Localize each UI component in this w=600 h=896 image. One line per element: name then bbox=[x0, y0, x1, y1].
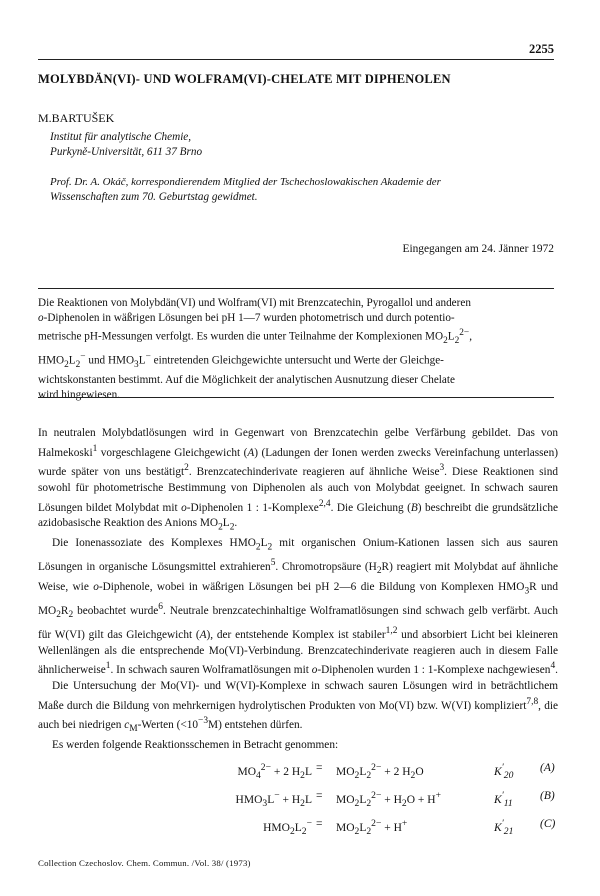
subscript: 2 bbox=[56, 610, 61, 621]
eq-text: L bbox=[304, 765, 312, 778]
abstract-text: L bbox=[138, 354, 146, 367]
reference: 1 bbox=[105, 661, 111, 672]
text: . Die Gleichung ( bbox=[330, 501, 411, 514]
equation-b bbox=[150, 790, 555, 810]
equation-left bbox=[237, 762, 312, 781]
eq-text: L bbox=[304, 793, 312, 806]
abstract-top-rule bbox=[38, 288, 554, 289]
superscript: 2− bbox=[260, 762, 271, 773]
superscript: 2− bbox=[371, 790, 382, 801]
subscript: 2 bbox=[376, 566, 382, 577]
equation-right bbox=[336, 790, 441, 809]
abstract-text: metrische pH-Messungen verfolgt. Es wurden die unter Teilnahme der Komplexionen MO bbox=[38, 331, 444, 344]
reference: 2,4 bbox=[318, 498, 331, 509]
subscript: 2 bbox=[229, 522, 235, 533]
superscript: − bbox=[145, 351, 151, 362]
article-title: MOLYBDÄN(VI)- UND WOLFRAM(VI)-CHELATE MIT DIPHENOLEN bbox=[38, 72, 451, 86]
eq-text: MO bbox=[336, 793, 355, 806]
subscript: 21 bbox=[503, 826, 514, 838]
affiliation bbox=[50, 130, 202, 160]
received-date: Eingegangen am 24. Jänner 1972 bbox=[402, 243, 554, 255]
paragraph bbox=[38, 426, 558, 536]
text: . Neutrale brenzcatechinhaltige Wolframatlösungen sind schwach gelb verfärbt. Auch für W(VI) gilt das Gleichgewicht ( bbox=[38, 605, 558, 641]
equals-sign: = bbox=[316, 818, 323, 830]
eq-text: MO bbox=[237, 765, 256, 778]
subscript: 2 bbox=[64, 359, 69, 370]
eq-text: HMO bbox=[235, 793, 263, 806]
subscript: 2 bbox=[354, 770, 360, 782]
superscript: ′ bbox=[501, 790, 504, 801]
abstract-line: wird hingewiesen. bbox=[38, 388, 121, 401]
subscript: 3 bbox=[262, 798, 268, 810]
text: M) entstehen dürfen. bbox=[208, 719, 303, 732]
equals-sign: = bbox=[316, 762, 323, 774]
subscript: 3 bbox=[134, 359, 139, 370]
superscript: ′ bbox=[501, 818, 504, 829]
reference: 1,2 bbox=[385, 626, 398, 637]
abstract-text: -Diphenolen in wäßrigen Lösungen bei pH 1—7 wurden photometrisch und durch potentio- bbox=[43, 312, 455, 325]
subscript: 2 bbox=[289, 826, 295, 838]
abstract-line: wichtskonstanten bestimmt. Auf die Möglichkeit der analytischen Ausnutzung dieser Chelate bbox=[38, 373, 455, 386]
paragraph bbox=[38, 536, 558, 679]
text: Die Untersuchung der Mo(VI)- und W(VI)-Komplexe in schwach sauren Lösungen wird in beträchtlichem Maße durch die Bildung von mehrkernigen hydrolytischen Produkten von Mo(VI) bzw. W(VI) kompliziert bbox=[38, 679, 558, 712]
text: . bbox=[555, 664, 558, 677]
text: . bbox=[234, 517, 238, 530]
text: -Werten (<10 bbox=[137, 719, 199, 732]
abstract-line bbox=[38, 350, 556, 373]
reference: 6 bbox=[158, 602, 163, 613]
text: . In schwach sauren Wolframatlösungen mit bbox=[110, 664, 312, 677]
subscript: 2 bbox=[300, 770, 305, 782]
equation-label: (B) bbox=[540, 790, 555, 802]
text: o bbox=[311, 664, 318, 677]
subscript: 4 bbox=[256, 770, 261, 782]
text: ) beschreibt die grundsätzliche azidobasische Reaktion des Anions MO bbox=[38, 501, 558, 530]
superscript: + bbox=[401, 818, 408, 829]
equation-label: (A) bbox=[540, 762, 555, 774]
affiliation-line: Purkyně-Universität, 611 37 Brno bbox=[50, 146, 203, 158]
subscript: 20 bbox=[503, 770, 514, 782]
text: ), der entstehende Komplex ist stabiler bbox=[206, 628, 386, 641]
eq-text: L bbox=[359, 821, 367, 834]
eq-text: K bbox=[494, 793, 502, 806]
reference: 7,8 bbox=[526, 696, 539, 707]
reference: 2 bbox=[184, 463, 189, 474]
superscript: + bbox=[435, 790, 441, 801]
eq-text: L bbox=[359, 765, 367, 778]
text: R) reagiert mit Molybdat auf ähnliche Weise, wie bbox=[38, 561, 558, 594]
subscript: 2 bbox=[255, 542, 261, 553]
superscript: − bbox=[306, 818, 312, 829]
text: o bbox=[181, 501, 187, 514]
subscript: 2 bbox=[218, 522, 223, 533]
text: -Diphenole, wobei in wäßrigen Lösungen bei pH 2—6 die Bildung von Komplexen HMO bbox=[98, 581, 525, 594]
equation-label: (C) bbox=[540, 818, 556, 830]
subscript: 2 bbox=[267, 542, 273, 553]
author: M.BARTUŠEK bbox=[38, 111, 115, 125]
abstract-text: HMO bbox=[38, 354, 65, 367]
text: . Diese Reaktionen sind sowohl für photometrische Bestimmung von Diphenolen als auch von Molybdat geeignet. In schwach sauren Lösungen bildet Molybdat mit bbox=[38, 466, 558, 514]
subscript: 2 bbox=[401, 798, 407, 810]
reference: 1 bbox=[92, 443, 98, 454]
eq-text: MO bbox=[336, 765, 355, 778]
eq-text: + 2 H bbox=[381, 765, 411, 778]
paragraph bbox=[38, 679, 558, 738]
equilibrium-constant bbox=[494, 762, 513, 781]
affiliation-line: Institut für analytische Chemie, bbox=[50, 131, 192, 143]
text: -Diphenolen wurden 1 : 1-Komplexe nachgewiesen bbox=[317, 664, 551, 677]
reference: 4 bbox=[550, 661, 556, 672]
subscript: 2 bbox=[410, 770, 416, 782]
eq-text: + H bbox=[381, 821, 402, 834]
abstract-line: Die Reaktionen von Molybdän(VI) und Wolfram(VI) mit Brenzcatechin, Pyrogallol und anderen bbox=[38, 297, 471, 309]
eq-text: K bbox=[494, 765, 502, 778]
eq-text: O bbox=[415, 765, 424, 778]
equation-right bbox=[336, 818, 407, 837]
paragraph: Es werden folgende Reaktionsschemen in Betracht genommen: bbox=[52, 739, 339, 752]
subscript: 2 bbox=[454, 336, 460, 347]
subscript: 2 bbox=[366, 798, 372, 810]
abstract-line bbox=[38, 326, 556, 349]
text: -Diphenolen 1 : 1-Komplexe bbox=[186, 501, 319, 514]
eq-text: L bbox=[267, 793, 275, 806]
subscript: 2 bbox=[354, 826, 360, 838]
abstract-line bbox=[38, 311, 556, 326]
superscript: −3 bbox=[198, 716, 209, 727]
text: c bbox=[124, 719, 130, 732]
text: L bbox=[260, 537, 268, 550]
equation-left bbox=[263, 818, 312, 837]
superscript: − bbox=[80, 351, 86, 362]
superscript: ′ bbox=[501, 762, 504, 773]
text: . Chromotropsäure (H bbox=[275, 561, 377, 574]
abstract-bottom-rule bbox=[38, 397, 554, 398]
abstract-text: eintretenden Gleichgewichte untersucht und Werte der Gleichge- bbox=[150, 354, 444, 367]
subscript: 2 bbox=[443, 336, 448, 347]
eq-text: L bbox=[359, 793, 367, 806]
equation-c bbox=[150, 818, 556, 838]
eq-text: K bbox=[494, 821, 502, 834]
abstract-text: und HMO bbox=[85, 354, 135, 367]
body-text bbox=[38, 426, 558, 754]
eq-text: HMO bbox=[263, 821, 290, 834]
subscript: 2 bbox=[75, 359, 81, 370]
eq-text: + H bbox=[381, 793, 402, 806]
eq-text: + H bbox=[279, 793, 301, 806]
abstract-text: L bbox=[447, 331, 455, 344]
eq-text: L bbox=[294, 821, 302, 834]
subscript: 2 bbox=[354, 798, 360, 810]
equation-a bbox=[150, 762, 555, 782]
subscript: 2 bbox=[366, 770, 372, 782]
equilibrium-constant bbox=[494, 818, 513, 837]
eq-text: MO bbox=[336, 821, 355, 834]
eq-text: + 2 H bbox=[271, 765, 301, 778]
text: A bbox=[199, 628, 207, 641]
header-rule bbox=[38, 59, 554, 60]
page-number: 2255 bbox=[529, 42, 554, 56]
text: beobachtet wurde bbox=[73, 605, 159, 617]
subscript: 2 bbox=[68, 610, 74, 621]
text: ) (Ladungen der Ionen werden zwecks Vereinfachung unterlassen) wurde später von uns bestätigt bbox=[38, 446, 558, 479]
abstract-text: L bbox=[68, 354, 76, 367]
text: vorgeschlagene Gleichgewicht ( bbox=[97, 446, 248, 459]
subscript: 2 bbox=[300, 798, 305, 810]
text: mit organischen Onium-Kationen lassen sich aus sauren Lösungen in organische Lösungsmittel extrahieren bbox=[38, 537, 558, 574]
reference: 5 bbox=[270, 558, 276, 569]
superscript: 2− bbox=[371, 818, 382, 829]
dedication-line: Prof. Dr. A. Okáč, korrespondierendem Mitglied der Tschechoslowakischen Akademie der bbox=[50, 176, 441, 188]
text: Die Ionenassoziate des Komplexes HMO bbox=[52, 537, 256, 550]
abstract bbox=[38, 296, 556, 403]
equals-sign: = bbox=[316, 790, 323, 802]
text: . Brenzcatechinderivate reagieren auf ähnliche Weise bbox=[188, 466, 440, 479]
text: , die auch bei niedrigen bbox=[38, 699, 558, 732]
eq-text: O + H bbox=[406, 793, 436, 806]
text: In neutralen Molybdatlösungen wird in Gegenwart von Brenzcatechin gelbe Verfärbung gebildet. Das von Halmekoski bbox=[38, 427, 558, 459]
subscript: 2 bbox=[301, 826, 307, 838]
equation-left bbox=[236, 790, 312, 809]
text: R bbox=[60, 605, 69, 617]
text: L bbox=[222, 517, 230, 530]
text: und absorbiert Licht bei kleineren Wellenlängen als die entsprechende Mo(VI)-Verbindung. Brenzcatechinderivate reagieren auch in diesem Falle ähnlicherweise bbox=[38, 628, 558, 677]
subscript: 11 bbox=[503, 798, 513, 810]
journal-citation: Collection Czechoslov. Chem. Commun. /Vol. 38/ (1973) bbox=[38, 858, 251, 868]
subscript: M bbox=[129, 724, 138, 735]
subscript: 2 bbox=[366, 826, 372, 838]
reference: 3 bbox=[439, 463, 445, 474]
text: A bbox=[247, 446, 255, 459]
text: R und MO bbox=[38, 581, 558, 617]
text: o bbox=[93, 581, 99, 594]
superscript: 2− bbox=[371, 762, 382, 773]
equilibrium-constant bbox=[494, 790, 513, 809]
equation-right bbox=[336, 762, 424, 781]
superscript: − bbox=[274, 790, 280, 801]
superscript: 2− bbox=[459, 328, 470, 339]
subscript: 3 bbox=[524, 586, 530, 597]
text: B bbox=[410, 501, 418, 514]
abstract-text: o bbox=[38, 312, 44, 325]
abstract-text: , bbox=[469, 331, 472, 344]
dedication-line: Wissenschaften zum 70. Geburtstag gewidmet. bbox=[50, 191, 258, 203]
dedication bbox=[50, 175, 560, 205]
